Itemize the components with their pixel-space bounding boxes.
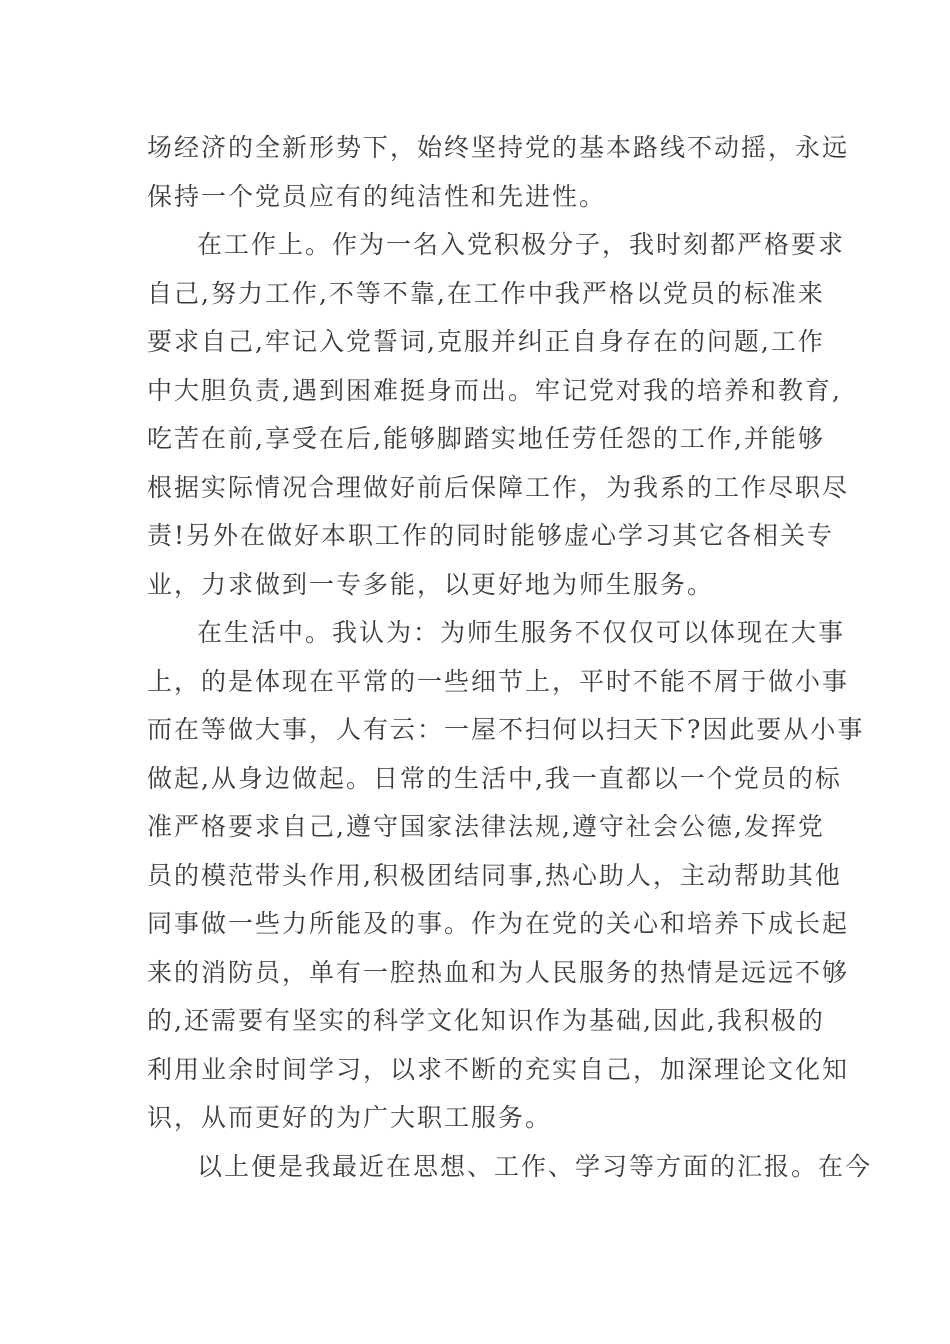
paragraph-line: 识，从而更好的为广大职工服务。 [147,1103,553,1132]
paragraph-line: 场经济的全新形势下，始终坚持党的基本路线不动摇，永远 [147,133,850,162]
paragraph-line: 吃苦在前,享受在后,能够脚踏实地任劳任怨的工作,并能够 [147,424,825,453]
paragraph-1 [147,124,850,221]
paragraph-line: 准严格要求自己,遵守国家法律法规,遵守社会公德,发挥党 [147,812,825,841]
paragraph-line: 的,还需要有坚实的科学文化知识作为基础,因此,我积极的 [147,1006,825,1035]
document-body [147,124,873,1191]
paragraph-4 [147,1143,873,1192]
paragraph-3 [147,609,865,1143]
paragraph-line: 以上便是我最近在思想、工作、学习等方面的汇报。在今 [197,1151,873,1181]
paragraph-line: 要求自己,牢记入党誓词,克服并纠正自身存在的问题,工作 [147,327,825,356]
paragraph-line: 来的消防员，单有一腔热血和为人民服务的热情是远远不够 [147,957,850,987]
paragraph-line: 业，力求做到一专多能，以更好地为师生服务。 [147,569,715,599]
paragraph-line: 保持一个党员应有的纯洁性和先进性。 [147,181,607,211]
paragraph-line: 上，的是体现在平常的一些细节上，平时不能不屑于做小事 [147,666,850,696]
paragraph-line: 责!另外在做好本职工作的同时能够虚心学习其它各相关专 [147,521,835,550]
paragraph-line: 同事做一些力所能及的事。作为在党的关心和培养下成长起 [147,909,850,938]
paragraph-line: 在生活中。我认为：为师生服务不仅仅可以体现在大事 [197,618,846,647]
paragraph-line: 中大胆负责,遇到困难挺身而出。牢记党对我的培养和教育, [147,375,842,405]
paragraph-line: 员的模范带头作用,积极团结同事,热心助人，主动帮助其他 [147,860,842,890]
paragraph-line: 根据实际情况合理做好前后保障工作，为我系的工作尽职尽 [147,472,850,502]
paragraph-line: 而在等做大事，人有云：一屋不扫何以扫天下?因此要从小事 [147,715,865,744]
paragraph-line: 做起,从身边做起。日常的生活中,我一直都以一个党员的标 [147,763,842,793]
paragraph-line: 自己,努力工作,不等不靠,在工作中我严格以党员的标准来 [147,278,825,308]
paragraph-line: 利用业余时间学习，以求不断的充实自己，加深理论文化知 [147,1054,850,1084]
paragraph-line: 在工作上。作为一名入党积极分子，我时刻都严格要求 [197,230,846,259]
paragraph-2 [147,221,850,609]
